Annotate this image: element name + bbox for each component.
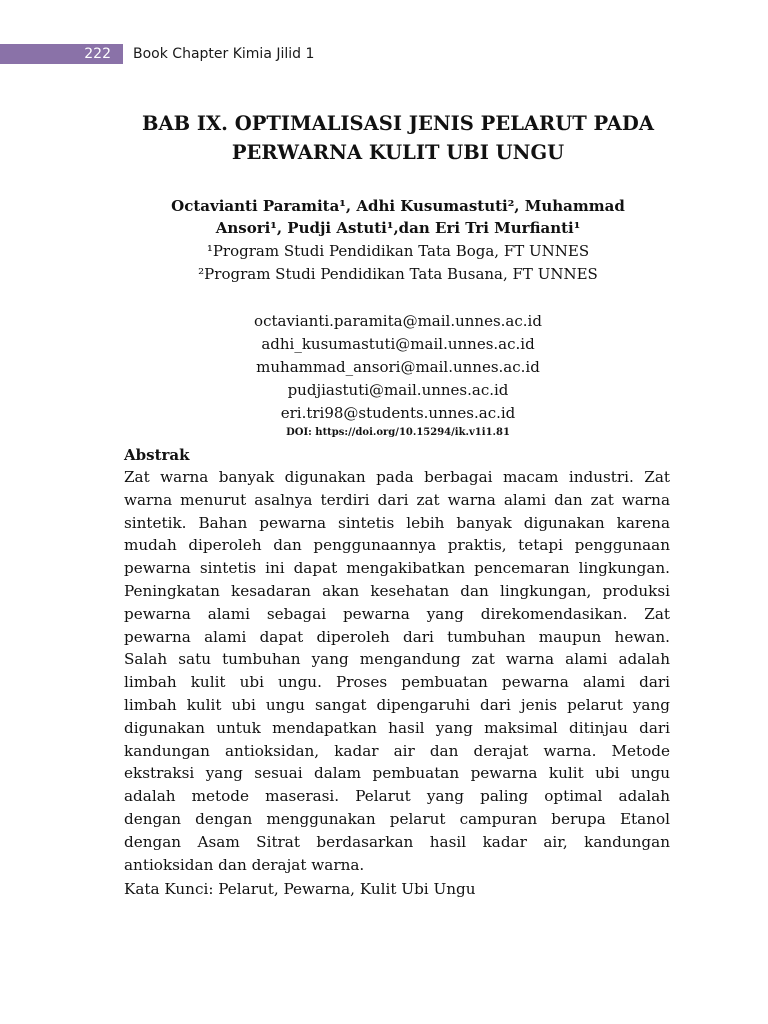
abstract-heading: Abstrak [124, 446, 190, 464]
abstract-line: limbah kulit ubi ungu. Proses pembuatan pewarna alami dari [124, 673, 670, 692]
abstract-line: Salah satu tumbuhan yang mengandung zat warna alami adalah [124, 650, 670, 669]
affiliation: ²Program Studi Pendidikan Tata Busana, FT UNNES [198, 265, 598, 283]
doi-line: DOI: https://doi.org/10.15294/ik.v1i1.81 [286, 427, 510, 438]
abstract-line: ekstraksi yang sesuai dalam pembuatan pewarna kulit ubi ungu [124, 764, 670, 783]
email-address: octavianti.paramita@mail.unnes.ac.id [254, 312, 542, 330]
abstract-line: kandungan antioksidan, kadar air dan derajat warna. Metode [124, 741, 670, 760]
abstract-line: sintetik. Bahan pewarna sintetis lebih banyak digunakan karena [124, 513, 670, 532]
keywords-line: Kata Kunci: Pelarut, Pewarna, Kulit Ubi Ungu [124, 880, 476, 898]
abstract-line: pewarna alami dapat diperoleh dari tumbuhan maupun hewan. [124, 627, 670, 646]
abstract-line: Peningkatan kesadaran akan kesehatan dan lingkungan, produksi [124, 581, 670, 600]
email-list [100, 310, 696, 425]
author-line: Ansori¹, Pudji Astuti¹,dan Eri Tri Murfianti¹ [215, 219, 581, 237]
abstract-line: pewarna sintetis ini dapat mengakibatkan pencemaran lingkungan. [124, 559, 670, 578]
abstract-body [124, 466, 670, 876]
abstract-line: warna menurut asalnya terdiri dari zat warna alami dan zat warna [124, 490, 670, 509]
page-number: 222 [84, 46, 111, 62]
abstract-line: adalah metode maserasi. Pelarut yang paling optimal adalah [124, 787, 670, 806]
abstract-line: pewarna alami sebagai pewarna yang direkomendasikan. Zat [124, 604, 670, 623]
author-line: Octavianti Paramita¹, Adhi Kusumastuti², Muhammad [171, 197, 625, 215]
abstract-line: dengan dengan menggunakan pelarut campuran berupa Etanol [124, 809, 670, 828]
email-address: adhi_kusumastuti@mail.unnes.ac.id [261, 335, 535, 353]
abstract-line: digunakan untuk mendapatkan hasil yang maksimal ditinjau dari [124, 718, 670, 737]
running-head: Book Chapter Kimia Jilid 1 [133, 46, 315, 62]
email-address: eri.tri98@students.unnes.ac.id [280, 404, 516, 422]
abstract-line: Zat warna banyak digunakan pada berbagai macam industri. Zat [124, 468, 670, 486]
abstract-line: antioksidan dan derajat warna. [124, 855, 365, 874]
abstract-line: limbah kulit ubi ungu sangat dipengaruhi dari jenis pelarut yang [124, 695, 670, 714]
abstract-line: mudah diperoleh dan penggunaannya praktis, tetapi penggunaan [124, 536, 670, 555]
affiliation-list [100, 240, 696, 286]
email-address: pudjiastuti@mail.unnes.ac.id [287, 381, 509, 399]
chapter-title-line: PERWARNA KULIT UBI UNGU [231, 141, 565, 164]
email-address: muhammad_ansori@mail.unnes.ac.id [256, 358, 540, 376]
affiliation: ¹Program Studi Pendidikan Tata Boga, FT UNNES [206, 242, 590, 260]
abstract-line: dengan Asam Sitrat berdasarkan hasil kadar air, kandungan [124, 832, 670, 851]
author-list [100, 195, 696, 239]
chapter-title-line: BAB IX. OPTIMALISASI JENIS PELARUT PADA [142, 112, 654, 135]
chapter-title [100, 109, 696, 167]
